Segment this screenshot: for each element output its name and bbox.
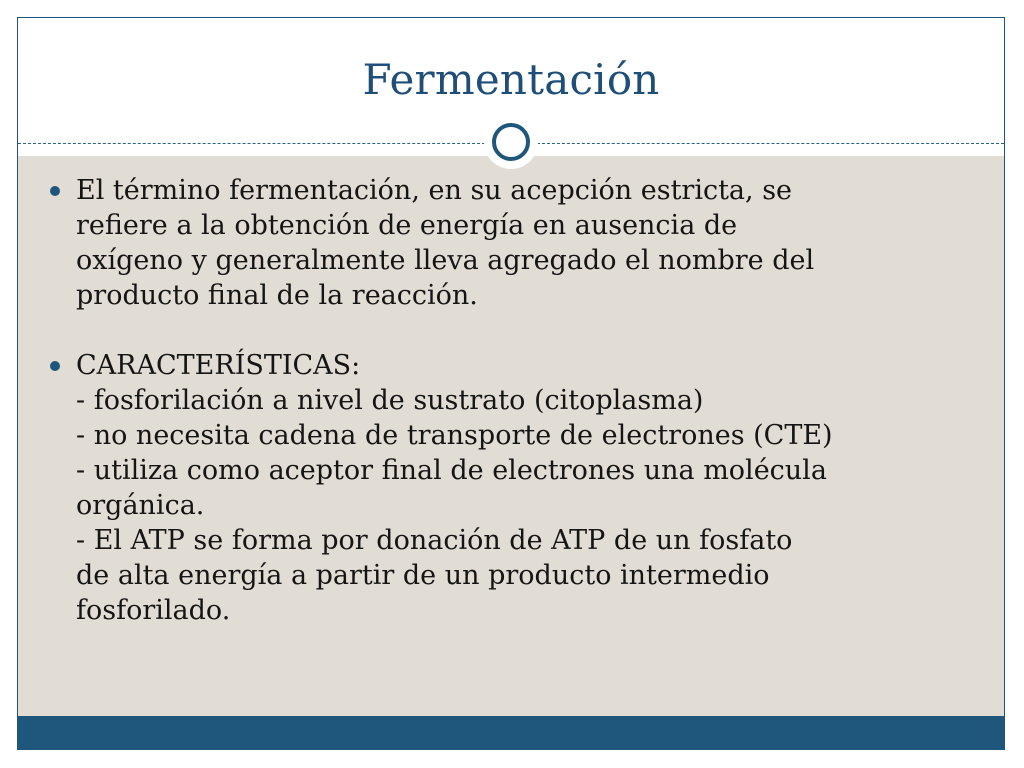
bullet-line: - El ATP se forma por donación de ATP de un fosfato (76, 525, 793, 556)
bullet-line: orgánica. (76, 490, 205, 521)
slide-frame (17, 17, 1005, 750)
bullet-line: refiere a la obtención de energía en ausencia de (76, 210, 738, 241)
bullet-item-characteristics (48, 348, 988, 628)
bullet-line: de alta energía a partir de un producto intermedio (76, 560, 770, 591)
bullet-line: - no necesita cadena de transporte de electrones (CTE) (76, 420, 833, 451)
ornament-ring (492, 123, 530, 161)
bullet-line: fosforilado. (76, 595, 231, 626)
bullet-dot-icon (50, 186, 60, 196)
circle-ring-icon (484, 115, 538, 169)
bullet-line: CARACTERÍSTICAS: (76, 350, 361, 381)
slide-title: Fermentación (362, 55, 660, 104)
bullet-line: producto final de la reacción. (76, 280, 478, 311)
bullet-line: - utiliza como aceptor final de electrones una molécula (76, 455, 827, 486)
bullet-dot-icon (50, 361, 60, 371)
bullet-list (48, 173, 988, 663)
bullet-line: oxígeno y generalmente lleva agregado el nombre del (76, 245, 815, 276)
bullet-line: - fosforilación a nivel de sustrato (citoplasma) (76, 385, 704, 416)
bullet-line: El término fermentación, en su acepción estricta, se (76, 175, 793, 206)
footer-bar (18, 716, 1004, 750)
bullet-item-definition (48, 173, 988, 313)
